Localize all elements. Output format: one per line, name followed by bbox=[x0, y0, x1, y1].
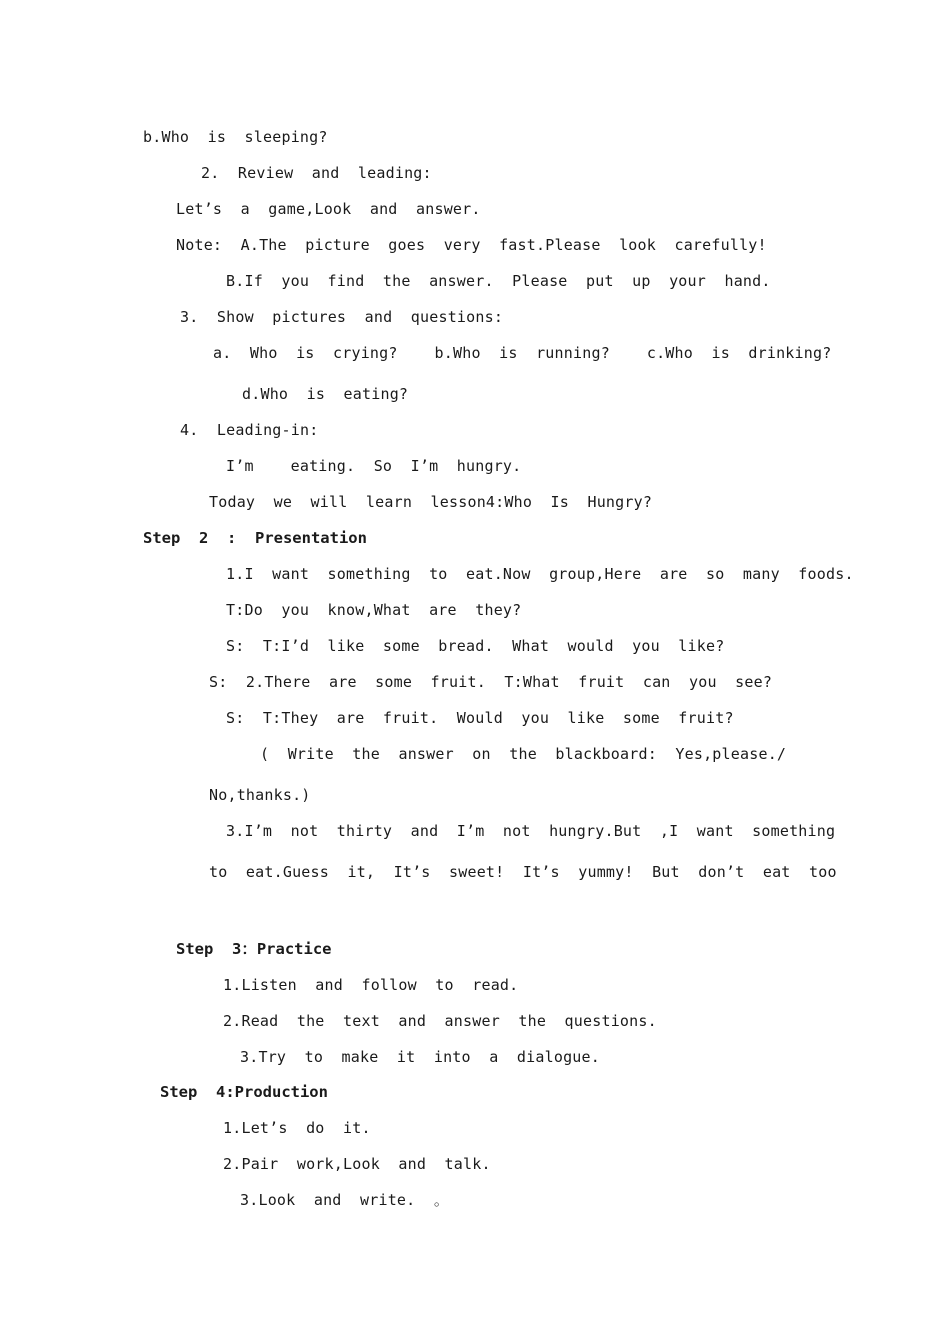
text-line-review-leading: 2. Review and leading: bbox=[201, 164, 432, 182]
text-line-look-write: 3.Look and write. 。 bbox=[240, 1191, 450, 1209]
text-line-write-answer: ( Write the answer on the blackboard: Yes,please./ bbox=[260, 745, 787, 763]
text-line-guess-it: to eat.Guess it, It’s sweet! It’s yummy! But don’t eat too bbox=[209, 863, 837, 881]
text-line-im-eating: I’m eating. So I’m hungry. bbox=[226, 457, 522, 475]
text-line-leading-in: 4. Leading-in: bbox=[180, 421, 319, 439]
text-line-show-pictures: 3. Show pictures and questions: bbox=[180, 308, 504, 326]
text-line-pair-work: 2.Pair work,Look and talk. bbox=[223, 1155, 491, 1173]
text-line-if-you-find: B.If you find the answer. Please put up your hand. bbox=[226, 272, 771, 290]
text-line-do-you-know: T:Do you know,What are they? bbox=[226, 601, 522, 619]
text-line-note: Note: A.The picture goes very fast.Please look carefully! bbox=[176, 236, 767, 254]
text-line-lets-do-it: 1.Let’s do it. bbox=[223, 1119, 371, 1137]
text-line-who-sleeping: b.Who is sleeping? bbox=[143, 128, 328, 146]
text-line-bread: S: T:I’d like some bread. What would you like? bbox=[226, 637, 725, 655]
text-line-today-learn: Today we will learn lesson4:Who Is Hungry? bbox=[209, 493, 653, 511]
text-line-lets-game: Let’s a game,Look and answer. bbox=[176, 200, 481, 218]
text-line-listen-follow: 1.Listen and follow to read. bbox=[223, 976, 519, 994]
step-heading-practice: Step 3：Practice bbox=[176, 940, 332, 958]
text-line-some-fruit: S: 2.There are some fruit. T:What fruit can you see? bbox=[209, 673, 773, 691]
text-line-who-questions: a. Who is crying? b.Who is running? c.Who is drinking? bbox=[213, 344, 832, 362]
text-line-want-something: 1.I want something to eat.Now group,Here are so many foods. bbox=[226, 565, 854, 583]
step-heading-presentation: Step 2 : Presentation bbox=[143, 529, 367, 547]
text-line-not-thirty: 3.I’m not thirty and I’m not hungry.But ,I want something bbox=[226, 822, 836, 840]
text-line-read-text: 2.Read the text and answer the questions. bbox=[223, 1012, 657, 1030]
text-line-who-eating: d.Who is eating? bbox=[242, 385, 409, 403]
step-heading-production: Step 4:Production bbox=[160, 1083, 328, 1101]
text-line-they-are-fruit: S: T:They are fruit. Would you like some fruit? bbox=[226, 709, 734, 727]
text-line-try-dialogue: 3.Try to make it into a dialogue. bbox=[240, 1048, 600, 1066]
text-line-no-thanks: No,thanks.) bbox=[209, 786, 311, 804]
